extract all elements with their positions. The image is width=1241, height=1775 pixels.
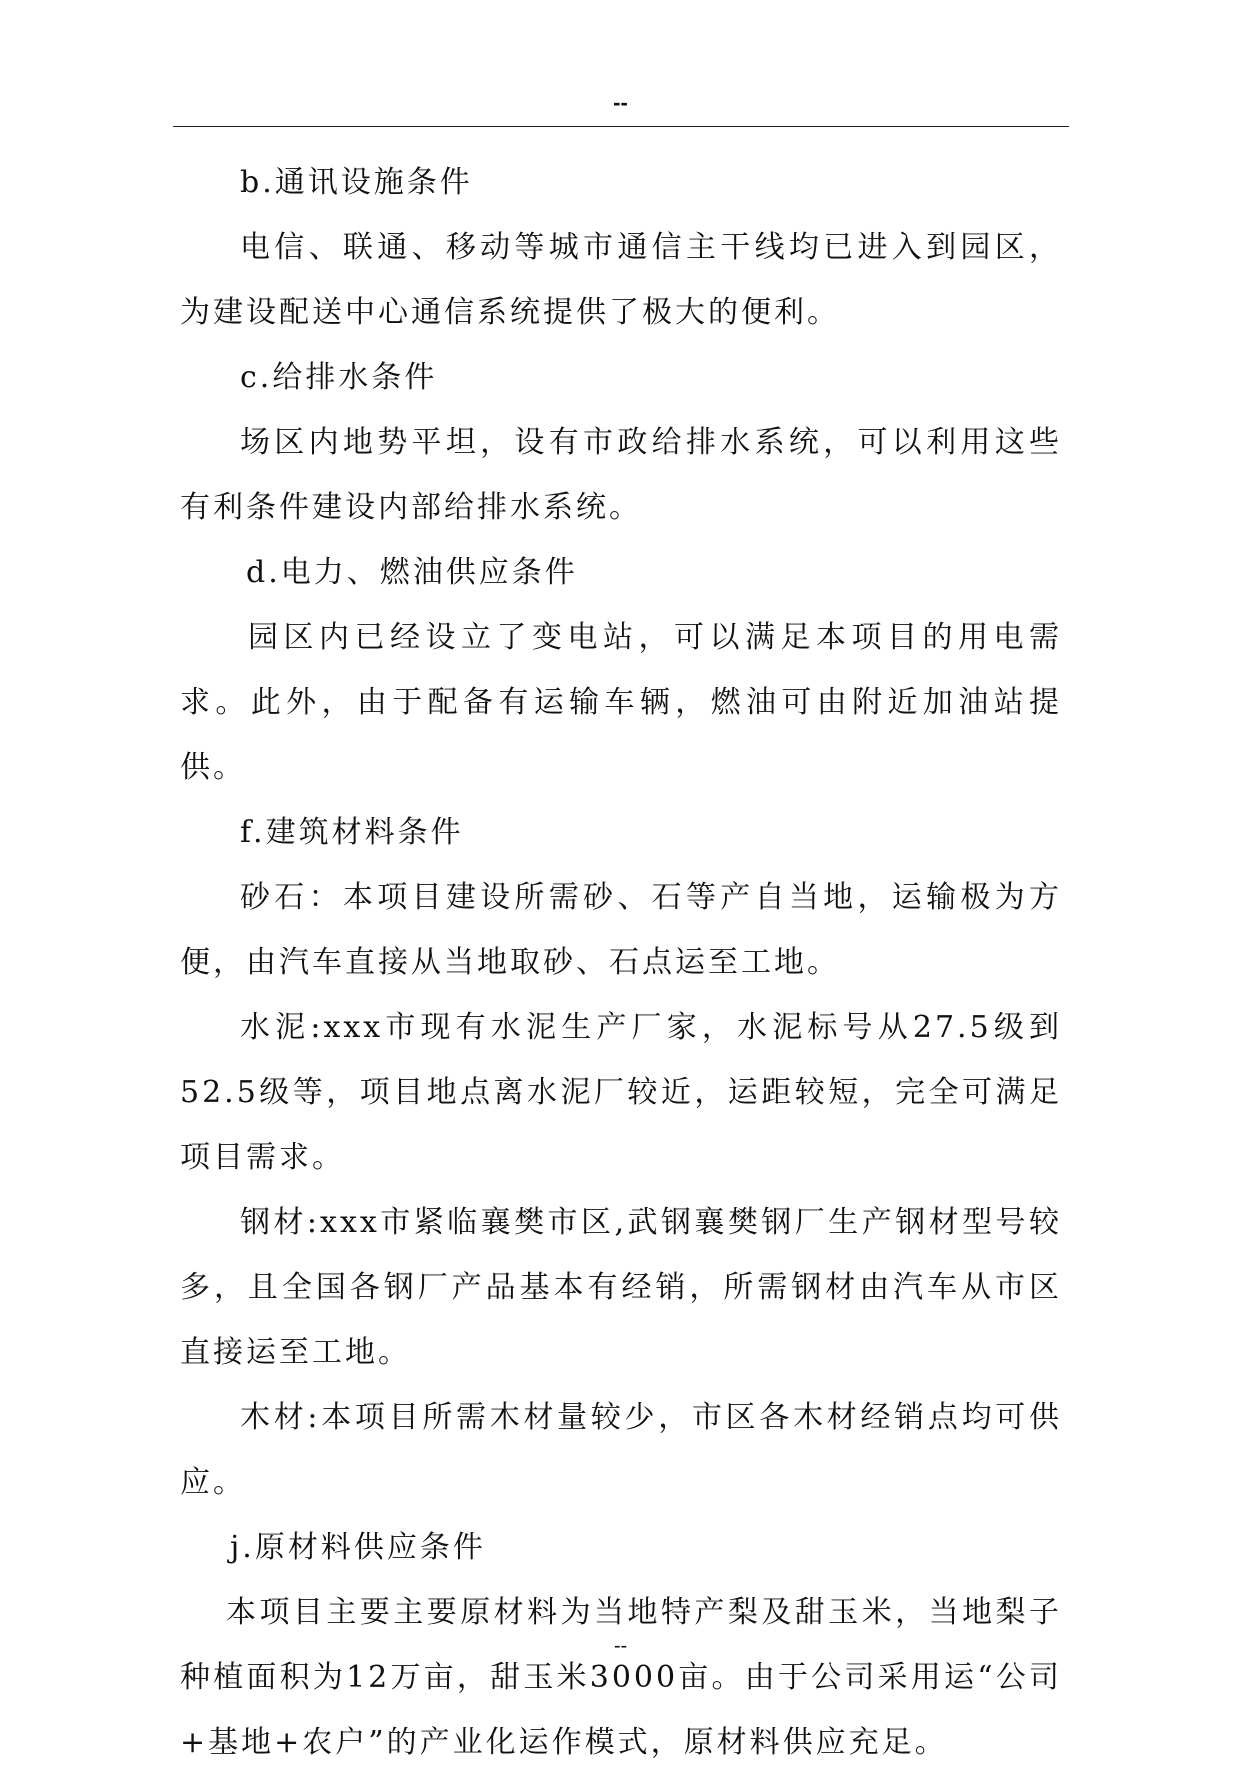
page-footer-mark: -- xyxy=(613,1635,628,1657)
paragraph-cement: 水泥:xxx市现有水泥生产厂家，水泥标号从27.5级到52.5级等，项目地点离水泥厂较近，运距较短，完全可满足项目需求。 xyxy=(180,1010,1062,1175)
paragraph-steel: 钢材:xxx市紧临襄樊市区,武钢襄樊钢厂生产钢材型号较多，且全国各钢厂产品基本有经销，所需钢材由汽车从市区直接运至工地。 xyxy=(180,1205,1062,1370)
heading-c-water: c.给排水条件 xyxy=(240,360,438,395)
heading-j-raw-materials: j.原材料供应条件 xyxy=(230,1530,486,1565)
heading-f-building-materials: f.建筑材料条件 xyxy=(240,815,464,850)
document-body xyxy=(180,150,1062,1775)
page-header-mark: -- xyxy=(613,90,628,115)
paragraph-timber: 木材:本项目所需木材量较少，市区各木材经销点均可供应。 xyxy=(180,1400,1062,1500)
heading-d-power-fuel: d.电力、燃油供应条件 xyxy=(246,555,578,590)
header-rule xyxy=(173,126,1069,127)
paragraph-sand-stone: 砂石：本项目建设所需砂、石等产自当地，运输极为方便，由汽车直接从当地取砂、石点运至工地。 xyxy=(180,880,1062,980)
heading-b-communication: b.通讯设施条件 xyxy=(240,165,473,200)
paragraph-raw-materials: 本项目主要主要原材料为当地特产梨及甜玉米，当地梨子种植面积为12万亩，甜玉米3000亩。由于公司采用运“公司+基地+农户”的产业化运作模式，原材料供应充足。 xyxy=(180,1595,1062,1760)
paragraph-power-fuel: 园区内已经设立了变电站，可以满足本项目的用电需求。此外，由于配备有运输车辆，燃油可由附近加油站提供。 xyxy=(180,620,1062,785)
paragraph-communication: 电信、联通、移动等城市通信主干线均已进入到园区，为建设配送中心通信系统提供了极大的便利。 xyxy=(180,230,1062,330)
paragraph-water: 场区内地势平坦，设有市政给排水系统，可以利用这些有利条件建设内部给排水系统。 xyxy=(180,425,1062,525)
